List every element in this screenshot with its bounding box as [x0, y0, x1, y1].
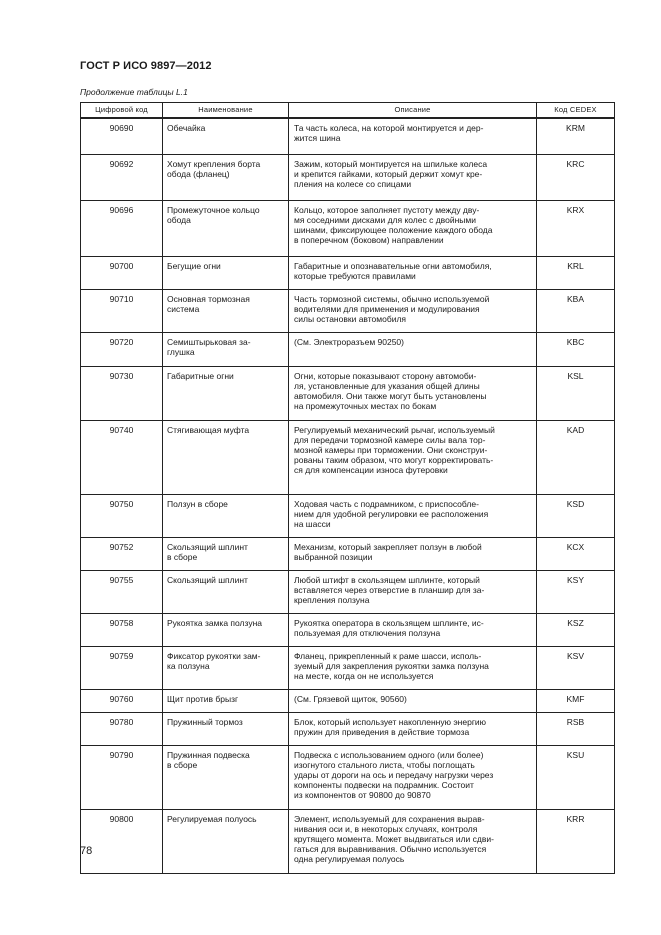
table-row [81, 420, 615, 494]
row-name-text: Пружинная подвеска в сборе [167, 749, 250, 770]
row-cedex-cell [537, 537, 615, 570]
row-description-text: Фланец, прикрепленный к раме шасси, исполь- зуемый для закрепления рукоятки замка ползуна на месте, когда он не используется [294, 650, 489, 681]
row-code-cell [81, 118, 163, 154]
row-name-text: Пружинный тормоз [167, 716, 243, 727]
row-code-cell [81, 154, 163, 200]
table-row [81, 366, 615, 420]
row-code-cell [81, 332, 163, 366]
row-cedex-cell [537, 289, 615, 332]
row-cedex-text: KRR [566, 813, 585, 824]
row-cedex-cell [537, 256, 615, 289]
row-name-cell [163, 570, 289, 613]
row-name-text: Хомут крепления борта обода (фланец) [167, 158, 261, 179]
row-description-text: Любой штифт в скользящем шплинте, который вставляется через отверстие в планшир для за- крепления ползуна [294, 574, 485, 605]
row-description-cell [289, 420, 537, 494]
row-name-cell [163, 537, 289, 570]
row-cedex-cell [537, 154, 615, 200]
table-row [81, 200, 615, 256]
row-cedex-text: KSV [566, 650, 584, 661]
row-description-text: Огни, которые показывают сторону автомоби- ля, установленные для указания общей длины автомобиля. Они также могут быть установлены на промежуточных местах по бокам [294, 370, 487, 412]
row-cedex-text: KSL [567, 370, 584, 381]
row-description-cell [289, 809, 537, 873]
row-description-cell [289, 154, 537, 200]
table-row [81, 613, 615, 646]
row-code-text: 90780 [109, 716, 134, 727]
row-code-text: 90730 [109, 370, 134, 381]
row-description-text: Та часть колеса, на которой монтируется и дер- жится шина [294, 123, 484, 144]
row-code-text: 90700 [109, 260, 134, 271]
row-name-cell [163, 289, 289, 332]
document-title: ГОСТ Р ИСО 9897—2012 [80, 60, 212, 72]
table-row [81, 494, 615, 537]
row-cedex-text: KAD [566, 424, 585, 435]
table-row [81, 809, 615, 873]
table-row [81, 646, 615, 689]
row-name-cell [163, 118, 289, 154]
table-row [81, 537, 615, 570]
row-code-cell [81, 537, 163, 570]
row-cedex-cell [537, 118, 615, 154]
row-cedex-text: KBA [566, 293, 584, 304]
row-description-text: Кольцо, которое заполняет пустоту между дву- мя соседними дисками для колес с двойными шинами, фиксирующее положение каждого обода в поперечном (боковом) направлении [294, 204, 493, 246]
row-description-cell [289, 646, 537, 689]
row-code-text: 90760 [109, 693, 134, 704]
row-name-text: Регулируемая полуось [167, 813, 257, 824]
row-code-text: 90750 [109, 498, 134, 509]
row-description-cell [289, 745, 537, 809]
row-description-cell [289, 289, 537, 332]
row-code-cell [81, 200, 163, 256]
row-name-text: Ползун в сборе [167, 498, 228, 509]
row-cedex-text: KRL [567, 260, 584, 271]
row-cedex-cell [537, 200, 615, 256]
row-name-cell [163, 646, 289, 689]
row-description-text: Элемент, используемый для сохранения вырав- нивания оси и, в некоторых случаях, контроля крутящего момента. Может выдвигаться или сдви- гаться для выравнивания. Обычно используется одна регулируемая полуось [294, 813, 494, 865]
row-code-text: 90752 [109, 541, 134, 552]
column-header-description: Описание [289, 103, 537, 119]
row-cedex-text: KCX [566, 541, 585, 552]
row-cedex-text: KMF [566, 693, 585, 704]
row-cedex-text: RSB [566, 716, 585, 727]
row-description-text: Ходовая часть с подрамником, с приспособле- нием для удобной регулировки ее расположения на шасси [294, 498, 489, 529]
table-row [81, 689, 615, 712]
row-code-cell [81, 745, 163, 809]
row-description-cell [289, 689, 537, 712]
row-description-cell [289, 712, 537, 745]
table-row [81, 570, 615, 613]
row-description-cell [289, 613, 537, 646]
row-cedex-cell [537, 570, 615, 613]
row-cedex-cell [537, 366, 615, 420]
row-name-cell [163, 366, 289, 420]
row-description-text: Габаритные и опознавательные огни автомобиля, которые требуются правилами [294, 260, 492, 281]
row-code-cell [81, 366, 163, 420]
row-cedex-cell [537, 745, 615, 809]
table-row [81, 118, 615, 154]
row-cedex-text: KBC [566, 336, 585, 347]
row-code-text: 90692 [109, 158, 134, 169]
column-header-name: Наименование [163, 103, 289, 119]
row-name-text: Фиксатор рукоятки зам- ка ползуна [167, 650, 261, 671]
row-description-text: Подвеска с использованием одного (или более) изогнутого стального листа, чтобы поглощать удары от дороги на ось и передачу нагрузки через компоненты подвески на подрамник. Состоит из компонентов от 90800 до 90870 [294, 749, 494, 801]
row-name-cell [163, 494, 289, 537]
row-description-text: Блок, который использует накопленную энергию пружин для приведения в действие тормоза [294, 716, 487, 737]
row-code-cell [81, 689, 163, 712]
row-code-text: 90755 [109, 574, 134, 585]
row-cedex-text: KSZ [567, 617, 584, 628]
row-cedex-cell [537, 712, 615, 745]
row-description-text: Зажим, который монтируется на шпильке колеса и крепится гайками, который держит хомут кре- пления на колесе со спицами [294, 158, 488, 189]
row-cedex-text: KSU [566, 749, 585, 760]
row-code-text: 90710 [109, 293, 134, 304]
row-description-cell [289, 256, 537, 289]
row-name-cell [163, 613, 289, 646]
row-name-text: Стягивающая муфта [167, 424, 250, 435]
row-name-text: Основная тормозная система [167, 293, 250, 314]
row-description-text: Часть тормозной системы, обычно используемой водителями для применения и модулирования силы остановки автомобиля [294, 293, 490, 324]
row-name-text: Семиштырьковая за- глушка [167, 336, 251, 357]
table-row [81, 712, 615, 745]
table-body [81, 118, 615, 873]
row-code-text: 90690 [109, 123, 134, 133]
row-description-cell [289, 570, 537, 613]
table-row [81, 256, 615, 289]
row-cedex-text: KRC [566, 158, 585, 169]
row-code-text: 90758 [109, 617, 134, 628]
row-name-cell [163, 689, 289, 712]
row-name-cell [163, 200, 289, 256]
row-name-cell [163, 420, 289, 494]
row-code-cell [81, 646, 163, 689]
row-name-cell [163, 332, 289, 366]
row-description-cell [289, 494, 537, 537]
row-code-cell [81, 494, 163, 537]
row-name-cell [163, 809, 289, 873]
row-name-text: Скользящий шплинт в сборе [167, 541, 248, 562]
row-code-cell [81, 420, 163, 494]
row-cedex-cell [537, 494, 615, 537]
row-name-text: Габаритные огни [167, 370, 234, 381]
row-code-text: 90720 [109, 336, 134, 347]
table-caption: Продолжение таблицы L.1 [80, 87, 188, 97]
row-name-text: Рукоятка замка ползуна [167, 617, 262, 628]
row-description-text: Механизм, который закрепляет ползун в любой выбранной позиции [294, 541, 482, 562]
table-row [81, 289, 615, 332]
row-cedex-text: KRM [566, 123, 585, 133]
row-cedex-cell [537, 613, 615, 646]
page-number: 78 [80, 845, 93, 857]
row-code-text: 90790 [109, 749, 134, 760]
row-cedex-cell [537, 646, 615, 689]
row-cedex-cell [537, 689, 615, 712]
row-code-cell [81, 289, 163, 332]
row-description-text: Рукоятка оператора в скользящем шплинте, ис- пользуемая для отключения ползуна [294, 617, 484, 638]
row-name-cell [163, 712, 289, 745]
row-description-cell [289, 366, 537, 420]
table-row [81, 745, 615, 809]
row-name-cell [163, 745, 289, 809]
row-code-cell [81, 712, 163, 745]
row-name-cell [163, 154, 289, 200]
row-name-text: Промежуточное кольцо обода [167, 204, 260, 225]
row-cedex-cell [537, 420, 615, 494]
row-description-text: (См. Электроразъем 90250) [294, 336, 404, 347]
row-cedex-cell [537, 332, 615, 366]
column-header-code: Цифровой код [81, 103, 163, 119]
table-header-row [81, 103, 615, 119]
table-row [81, 332, 615, 366]
row-code-cell [81, 613, 163, 646]
row-code-cell [81, 570, 163, 613]
row-code-cell [81, 256, 163, 289]
row-name-text: Бегущие огни [167, 260, 221, 271]
column-header-cedex: Код CEDEX [537, 103, 615, 119]
glossary-table [80, 102, 615, 874]
row-description-text: (См. Грязевой щиток, 90560) [294, 693, 407, 704]
row-code-text: 90696 [109, 204, 134, 215]
row-description-text: Регулируемый механический рычаг, используемый для передачи тормозной камере силы вала тор- мозной камеры при торможении. Они сконструи- рованы таким образом, что могут корректировать- ся для компенсации износа футеровки [294, 424, 495, 476]
row-description-cell [289, 200, 537, 256]
row-cedex-cell [537, 809, 615, 873]
row-code-text: 90759 [109, 650, 134, 661]
row-code-text: 90800 [109, 813, 134, 824]
row-name-cell [163, 256, 289, 289]
row-description-cell [289, 118, 537, 154]
row-cedex-text: KSD [566, 498, 585, 509]
row-cedex-text: KRX [566, 204, 585, 215]
row-cedex-text: KSY [566, 574, 584, 585]
row-description-cell [289, 332, 537, 366]
row-description-cell [289, 537, 537, 570]
row-name-text: Скользящий шплинт [167, 574, 248, 585]
row-name-text: Щит против брызг [167, 693, 239, 704]
row-name-text: Обечайка [167, 123, 206, 133]
table-row [81, 154, 615, 200]
row-code-text: 90740 [109, 424, 134, 435]
row-code-cell [81, 809, 163, 873]
